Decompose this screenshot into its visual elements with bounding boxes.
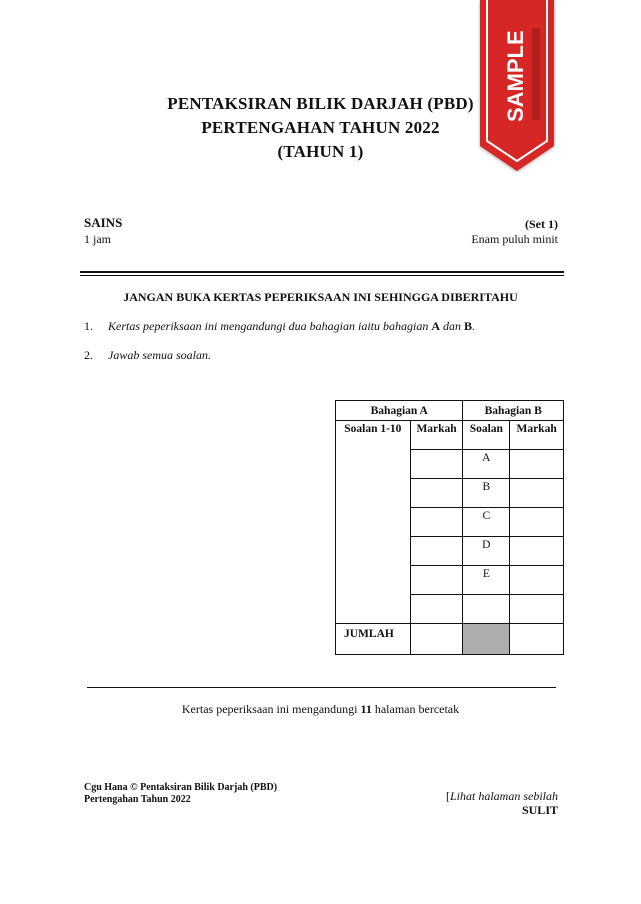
markah-a-header: Markah	[410, 421, 463, 450]
section-b-header: Bahagian B	[463, 401, 564, 421]
question-cell: A	[463, 450, 510, 479]
exam-title-line1: PENTAKSIRAN BILIK DARJAH (PBD)	[167, 94, 474, 113]
copyright-note	[84, 782, 277, 806]
total-mark-b	[510, 624, 564, 655]
copyright-line2: Pertengahan Tahun 2022	[84, 794, 191, 805]
total-label: JUMLAH	[336, 624, 411, 655]
subject-name: SAINS	[84, 215, 123, 230]
instruction-number: 1.	[84, 319, 93, 333]
mark-cell-b	[510, 508, 564, 537]
header-divider-thin	[80, 275, 564, 276]
exam-title-line3: (TAHUN 1)	[277, 142, 364, 161]
mark-cell-a	[410, 508, 463, 537]
markah-b-header: Markah	[510, 421, 564, 450]
mark-cell-a	[410, 595, 463, 624]
instruction-text: Jawab semua soalan.	[108, 348, 211, 362]
marks-table	[335, 400, 564, 655]
mark-cell-b	[510, 595, 564, 624]
mark-cell-a	[410, 450, 463, 479]
part-a-label: A	[431, 319, 440, 333]
total-shaded-cell	[463, 624, 510, 655]
question-cell: E	[463, 566, 510, 595]
mark-cell-a	[410, 479, 463, 508]
section-a-header: Bahagian A	[336, 401, 463, 421]
mark-cell-a	[410, 537, 463, 566]
exam-warning: JANGAN BUKA KERTAS PEPERIKSAAN INI SEHINGGA DIBERITAHU	[123, 290, 518, 304]
page-count: 11	[360, 702, 372, 716]
questions-label: Soalan 1-10	[336, 421, 411, 624]
mark-cell-b	[510, 566, 564, 595]
mark-cell-b	[510, 537, 564, 566]
soalan-header: Soalan	[463, 421, 510, 450]
header-divider-thick	[80, 271, 564, 273]
exam-set: (Set 1)	[525, 217, 558, 231]
mark-cell-a	[410, 566, 463, 595]
sample-ribbon-badge	[478, 0, 556, 172]
exam-duration-words: Enam puluh minit	[471, 232, 558, 246]
total-mark-a	[410, 624, 463, 655]
exam-duration: 1 jam	[84, 232, 111, 246]
footer-divider	[87, 687, 556, 688]
mark-cell-b	[510, 450, 564, 479]
confidential-label: SULIT	[521, 803, 558, 817]
mark-cell-b	[510, 479, 564, 508]
exam-title-line2: PERTENGAHAN TAHUN 2022	[201, 118, 440, 137]
see-next-page: [Lihat halaman sebilah	[445, 789, 558, 803]
question-cell: B	[463, 479, 510, 508]
question-cell	[463, 595, 510, 624]
ribbon-small-label	[532, 28, 540, 120]
sample-watermark-text: SAMPLE	[503, 30, 528, 122]
question-cell: C	[463, 508, 510, 537]
copyright-line1: Cgu Hana © Pentaksiran Bilik Darjah (PBD)	[84, 782, 278, 793]
page-count-note: Kertas peperiksaan ini mengandungi 11 halaman bercetak	[181, 702, 460, 716]
instruction-number: 2.	[84, 348, 93, 362]
instruction-text: Kertas peperiksaan ini mengandungi dua bahagian iaitu bahagian A dan B.	[108, 319, 476, 333]
question-cell: D	[463, 537, 510, 566]
part-b-label: B	[464, 319, 473, 333]
